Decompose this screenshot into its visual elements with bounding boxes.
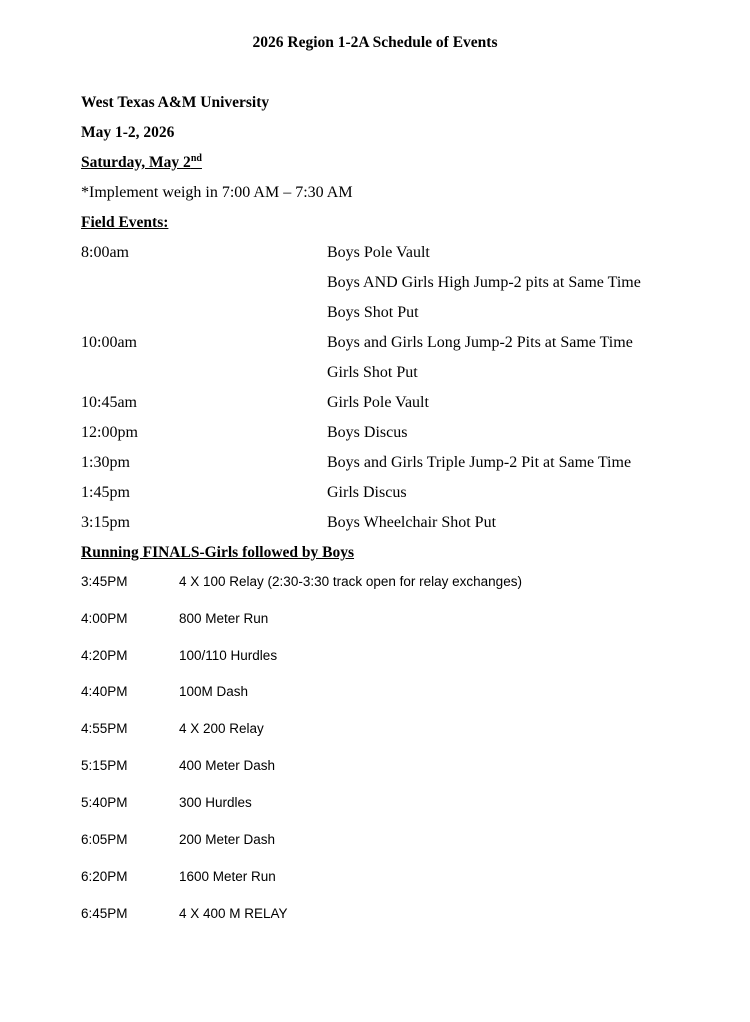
running-final-row [81, 684, 721, 721]
running-final-name: 100/110 Hurdles [179, 648, 278, 663]
running-final-row [81, 574, 721, 611]
running-final-row [81, 906, 721, 943]
field-event-name: Boys and Girls Long Jump-2 Pits at Same Time [327, 334, 633, 351]
venue: West Texas A&M University [81, 94, 270, 111]
day-heading-suffix: nd [190, 152, 202, 164]
running-finals-heading: Running FINALS-Girls followed by Boys [81, 544, 355, 561]
field-event-time: 3:15pm [81, 514, 130, 531]
running-final-name: 100M Dash [179, 684, 249, 699]
running-final-row [81, 721, 721, 758]
field-event-name: Boys Shot Put [327, 304, 419, 321]
running-final-row [81, 648, 721, 685]
field-event-time: 8:00am [81, 244, 129, 261]
running-final-name: 800 Meter Run [179, 611, 269, 626]
field-event-time: 10:00am [81, 334, 137, 351]
running-final-name: 400 Meter Dash [179, 758, 276, 773]
field-event-name: Girls Discus [327, 484, 407, 501]
implement-note: *Implement weigh in 7:00 AM – 7:30 AM [81, 184, 353, 201]
event-dates: May 1-2, 2026 [81, 124, 175, 141]
field-event-name: Boys Pole Vault [327, 244, 430, 261]
field-events-heading: Field Events: [81, 214, 169, 231]
running-final-name: 300 Hurdles [179, 795, 252, 810]
field-event-row [81, 274, 721, 304]
running-final-name: 200 Meter Dash [179, 832, 276, 847]
field-event-name: Boys and Girls Triple Jump-2 Pit at Same Time [327, 454, 632, 471]
field-event-row [81, 424, 721, 454]
running-final-name: 1600 Meter Run [179, 869, 276, 884]
field-event-name: Boys Wheelchair Shot Put [327, 514, 497, 531]
running-final-row [81, 611, 721, 648]
field-event-row [81, 244, 721, 274]
running-final-time: 5:40PM [81, 795, 128, 810]
running-final-time: 4:20PM [81, 648, 128, 663]
running-final-time: 4:55PM [81, 721, 128, 736]
day-heading-text: Saturday, May 2 [81, 154, 191, 171]
field-event-row [81, 304, 721, 334]
field-event-row [81, 334, 721, 364]
running-final-row [81, 869, 721, 906]
field-event-row [81, 454, 721, 484]
running-final-time: 4:40PM [81, 684, 128, 699]
page-title: 2026 Region 1-2A Schedule of Events [252, 34, 498, 51]
field-event-name: Girls Shot Put [327, 364, 418, 381]
running-final-name: 4 X 100 Relay (2:30-3:30 track open for relay exchanges) [179, 574, 522, 589]
field-event-time: 10:45am [81, 394, 137, 411]
field-event-name: Boys AND Girls High Jump-2 pits at Same Time [327, 274, 641, 291]
running-final-time: 6:20PM [81, 869, 128, 884]
running-final-row [81, 758, 721, 795]
running-final-time: 6:05PM [81, 832, 128, 847]
field-event-row [81, 484, 721, 514]
field-event-row [81, 514, 721, 544]
field-event-name: Girls Pole Vault [327, 394, 429, 411]
running-final-time: 5:15PM [81, 758, 128, 773]
running-final-name: 4 X 200 Relay [179, 721, 264, 736]
field-event-row [81, 364, 721, 394]
field-event-name: Boys Discus [327, 424, 408, 441]
field-event-row [81, 394, 721, 424]
field-event-time: 12:00pm [81, 424, 138, 441]
day-heading [81, 154, 202, 172]
running-final-name: 4 X 400 M RELAY [179, 906, 288, 921]
running-final-time: 4:00PM [81, 611, 128, 626]
field-event-time: 1:30pm [81, 454, 130, 471]
running-final-row [81, 832, 721, 869]
running-final-time: 3:45PM [81, 574, 128, 589]
running-final-row [81, 795, 721, 832]
running-final-time: 6:45PM [81, 906, 128, 921]
field-event-time: 1:45pm [81, 484, 130, 501]
